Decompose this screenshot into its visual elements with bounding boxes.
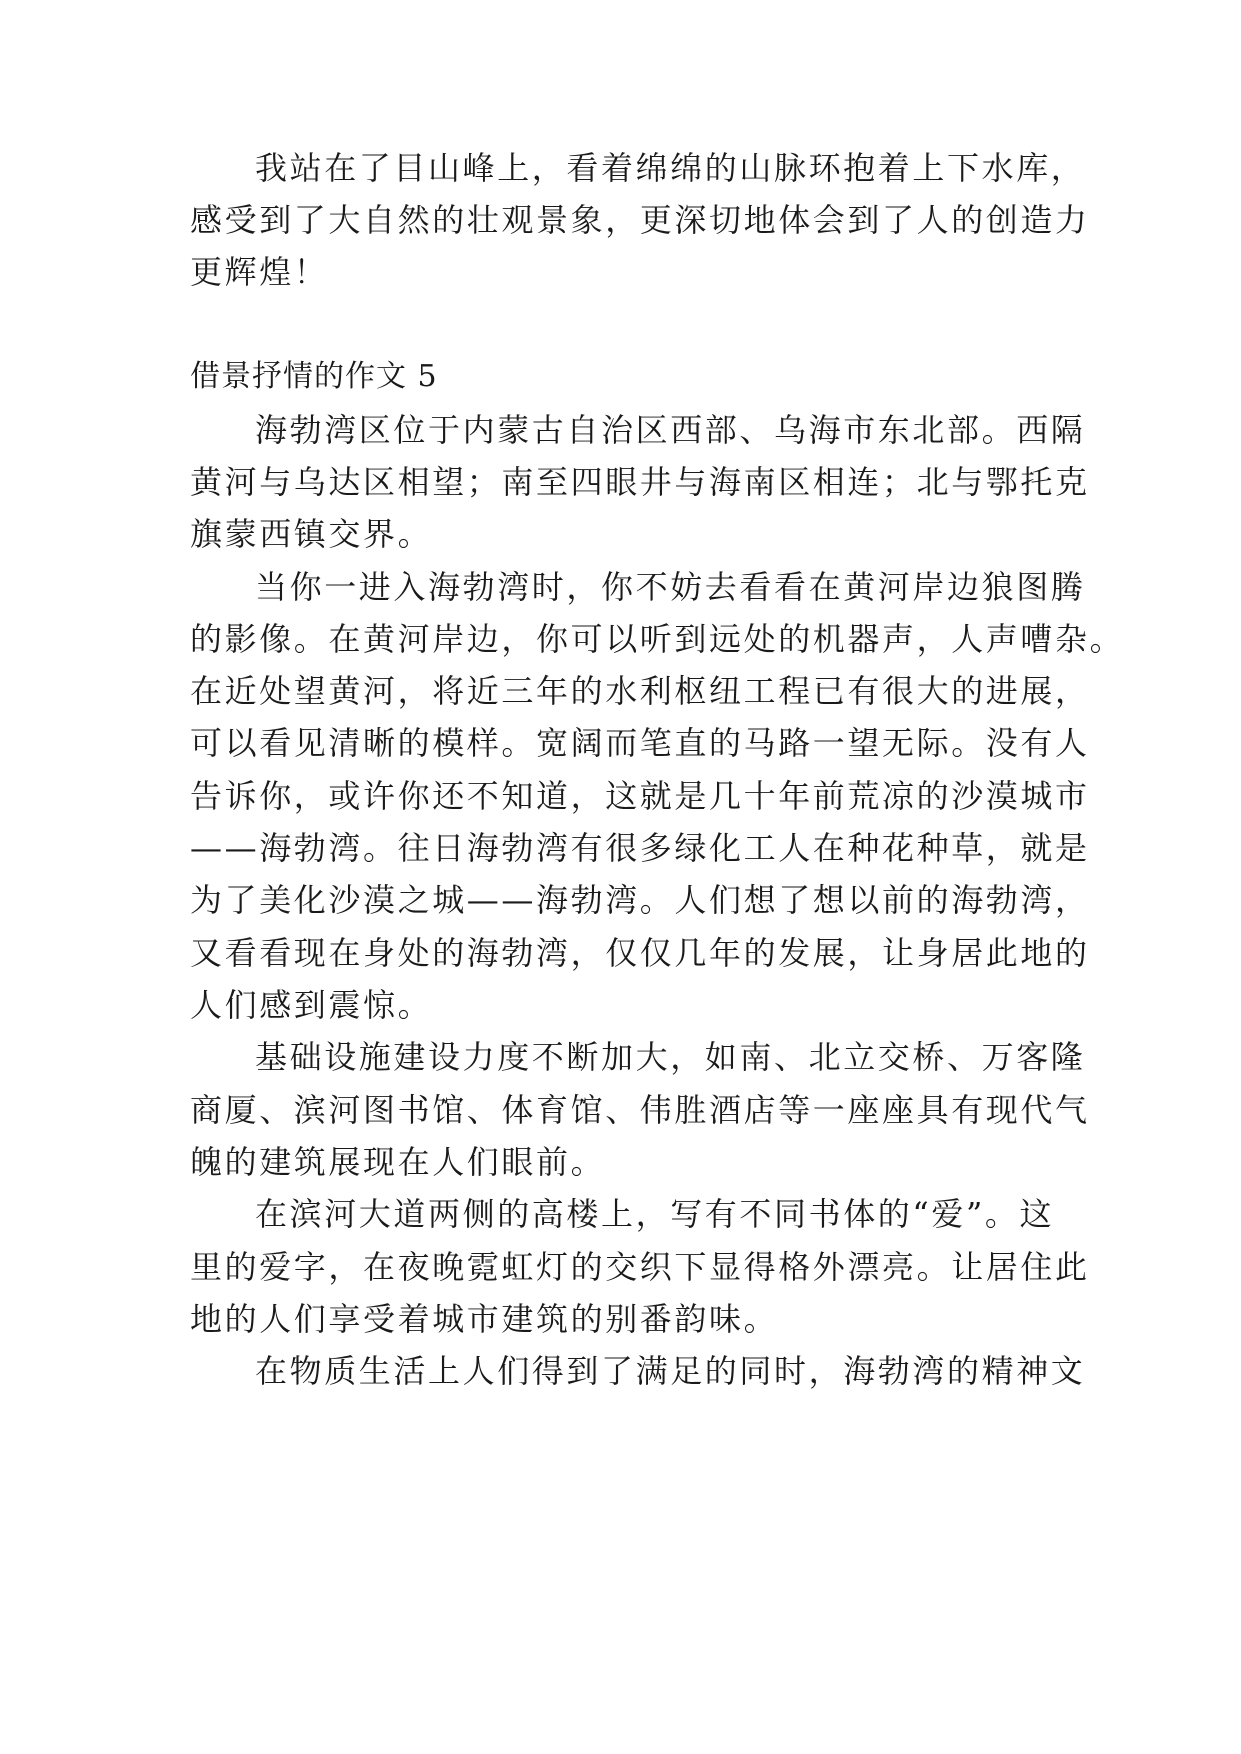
section-heading: 借景抒情的作文 5 — [190, 359, 438, 394]
text-line: 我站在了目山峰上，看着绵绵的山脉环抱着上下水库， — [255, 149, 1086, 187]
text-line: 魄的建筑展现在人们眼前。 — [190, 1143, 606, 1181]
text-line: 里的爱字，在夜晚霓虹灯的交织下显得格外漂亮。让居住此 — [190, 1248, 1090, 1286]
text-line: 商厦、滨河图书馆、体育馆、伟胜酒店等一座座具有现代气 — [190, 1091, 1090, 1129]
text-line: 当你一进入海勃湾时，你不妨去看看在黄河岸边狼图腾 — [255, 568, 1086, 606]
text-line: 人们感到震惊。 — [190, 986, 433, 1024]
text-line: 可以看见清晰的模样。宽阔而笔直的马路一望无际。没有人 — [190, 724, 1090, 762]
text-line: 在近处望黄河，将近三年的水利枢纽工程已有很大的进展， — [190, 672, 1090, 710]
text-line: 旗蒙西镇交界。 — [190, 515, 433, 553]
text-line: ——海勃湾。往日海勃湾有很多绿化工人在种花种草，就是 — [190, 829, 1090, 867]
text-line: 又看看现在身处的海勃湾，仅仅几年的发展，让身居此地的 — [190, 934, 1090, 972]
text-line: 在物质生活上人们得到了满足的同时，海勃湾的精神文 — [255, 1352, 1086, 1390]
text-line: 在滨河大道两侧的高楼上，写有不同书体的“爱”。这 — [255, 1195, 1055, 1233]
text-line: 告诉你，或许你还不知道，这就是几十年前荒凉的沙漠城市 — [190, 777, 1090, 815]
text-line: 基础设施建设力度不断加大，如南、北立交桥、万客隆 — [255, 1038, 1086, 1076]
text-line: 感受到了大自然的壮观景象，更深切地体会到了人的创造力 — [190, 201, 1090, 239]
text-line: 地的人们享受着城市建筑的别番韵味。 — [190, 1300, 779, 1338]
text-line: 海勃湾区位于内蒙古自治区西部、乌海市东北部。西隔 — [255, 411, 1086, 449]
text-line: 黄河与乌达区相望；南至四眼井与海南区相连；北与鄂托克 — [190, 463, 1090, 501]
text-line: 更辉煌！ — [190, 253, 329, 291]
text-line: 的影像。在黄河岸边，你可以听到远处的机器声，人声嘈杂。 — [190, 620, 1125, 658]
text-line: 为了美化沙漠之城——海勃湾。人们想了想以前的海勃湾， — [190, 881, 1090, 919]
